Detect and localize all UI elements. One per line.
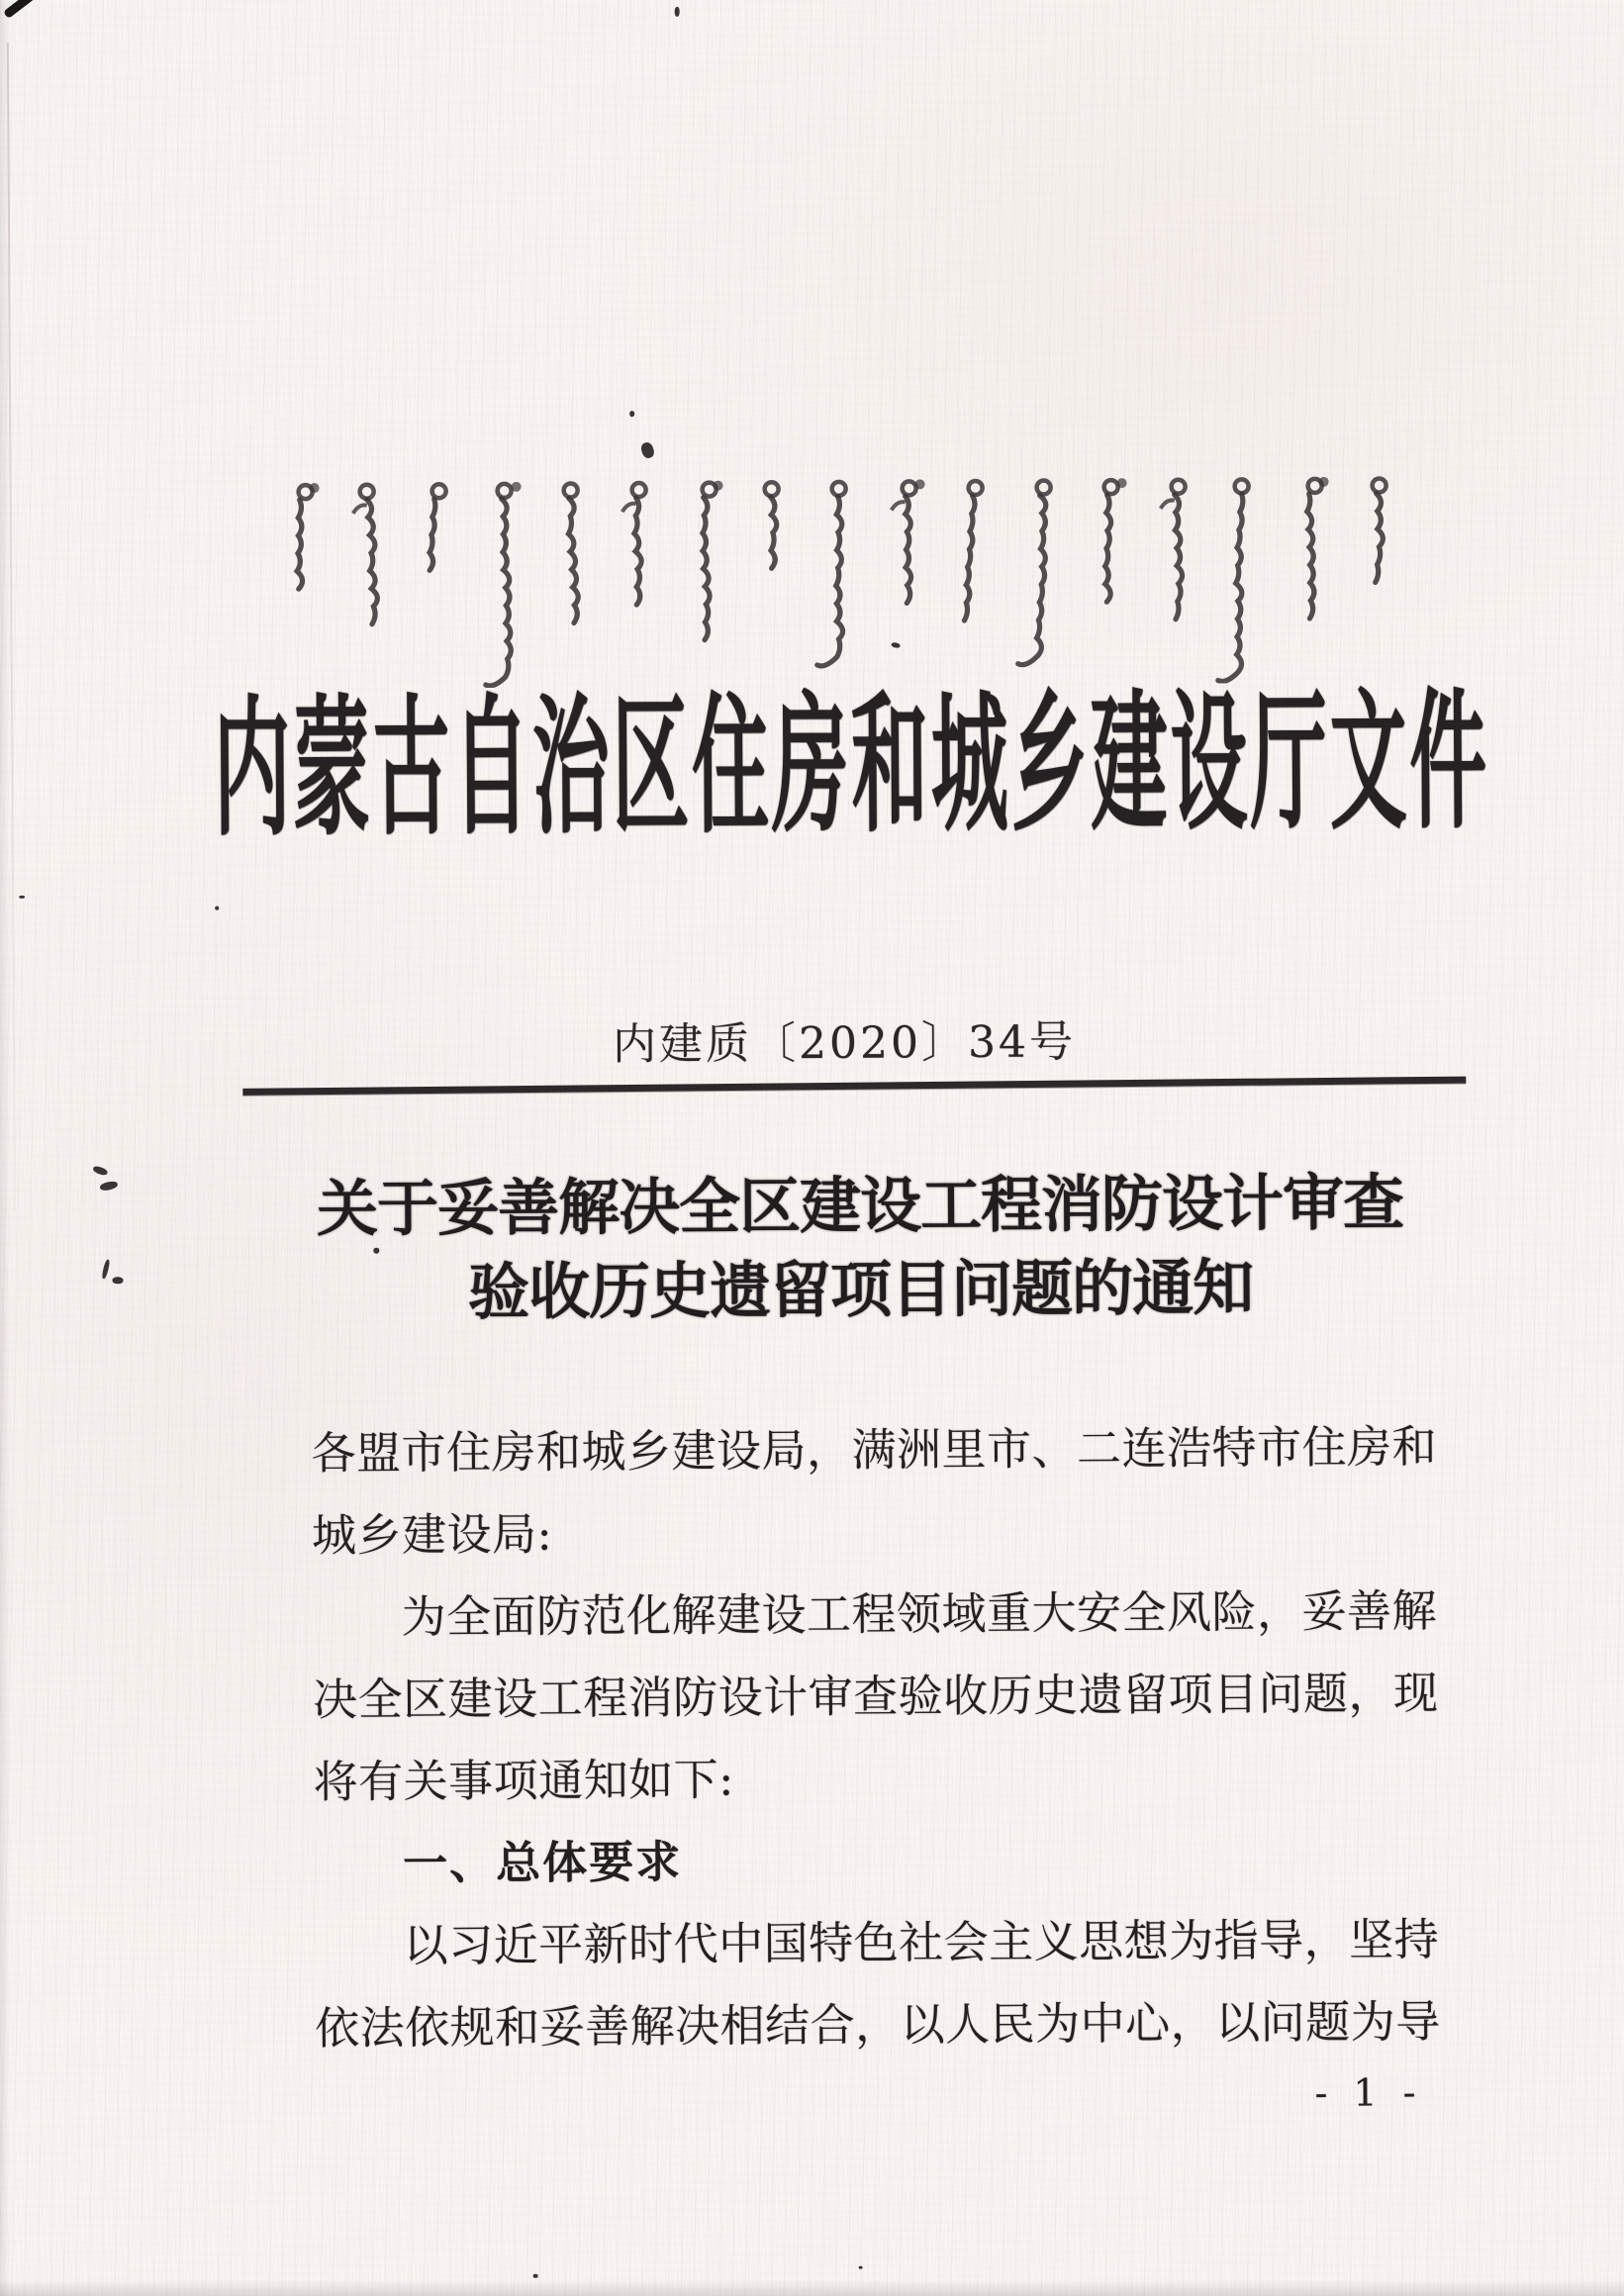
toner-speck (215, 907, 219, 910)
toner-speck (92, 1165, 108, 1177)
org-title: 内蒙古自治区住房和城乡建设厅文件 (213, 671, 1490, 857)
toner-speck (373, 1248, 379, 1254)
doc-number: 内建质〔2020〕34号 (612, 1016, 1077, 1071)
toner-speck (639, 441, 655, 460)
scan-corner-artifact (3, 0, 50, 19)
intro-paragraph: 为全面防范化解建设工程领域重大安全风险，妥善解决全区建设工程消防设计审查验收历史遗留项目问题，现将有关事项通知如下: (312, 1584, 1439, 1809)
mongolian-script-banner (286, 469, 1395, 689)
section1-paragraph: 以习近平新时代中国特色社会主义思想为指导，坚持依法依规和妥善解决相结合，以人民为中心，以问题为导 (314, 1913, 1441, 2056)
toner-speck (99, 1181, 118, 1193)
header-separator-rule (242, 1077, 1466, 1096)
notice-title-line1: 关于妥善解决全区建设工程消防设计审查 (316, 1166, 1404, 1246)
mongolian-script-icon (286, 469, 1395, 689)
notice-title-line2: 验收历史遗留项目问题的通知 (467, 1251, 1254, 1329)
toner-speck (19, 896, 25, 899)
addressee-line: 各盟市住房和城乡建设局，满洲里市、二连浩特市住房和城乡建设局: (311, 1420, 1438, 1563)
scan-edge-shadow-bottom (0, 2280, 1624, 2296)
toner-speck (675, 7, 680, 17)
notice-title (317, 1160, 1404, 1335)
toner-speck (859, 2266, 863, 2269)
scan-edge-shadow-left (0, 0, 10, 2296)
section1-heading: 一、总体要求 (402, 1835, 683, 1890)
document-body (311, 1405, 1443, 2069)
page-number: - 1 - (1314, 2070, 1423, 2115)
toner-speck (101, 1259, 111, 1280)
toner-speck (112, 1277, 123, 1284)
toner-speck (533, 2274, 538, 2278)
toner-speck (629, 411, 634, 417)
